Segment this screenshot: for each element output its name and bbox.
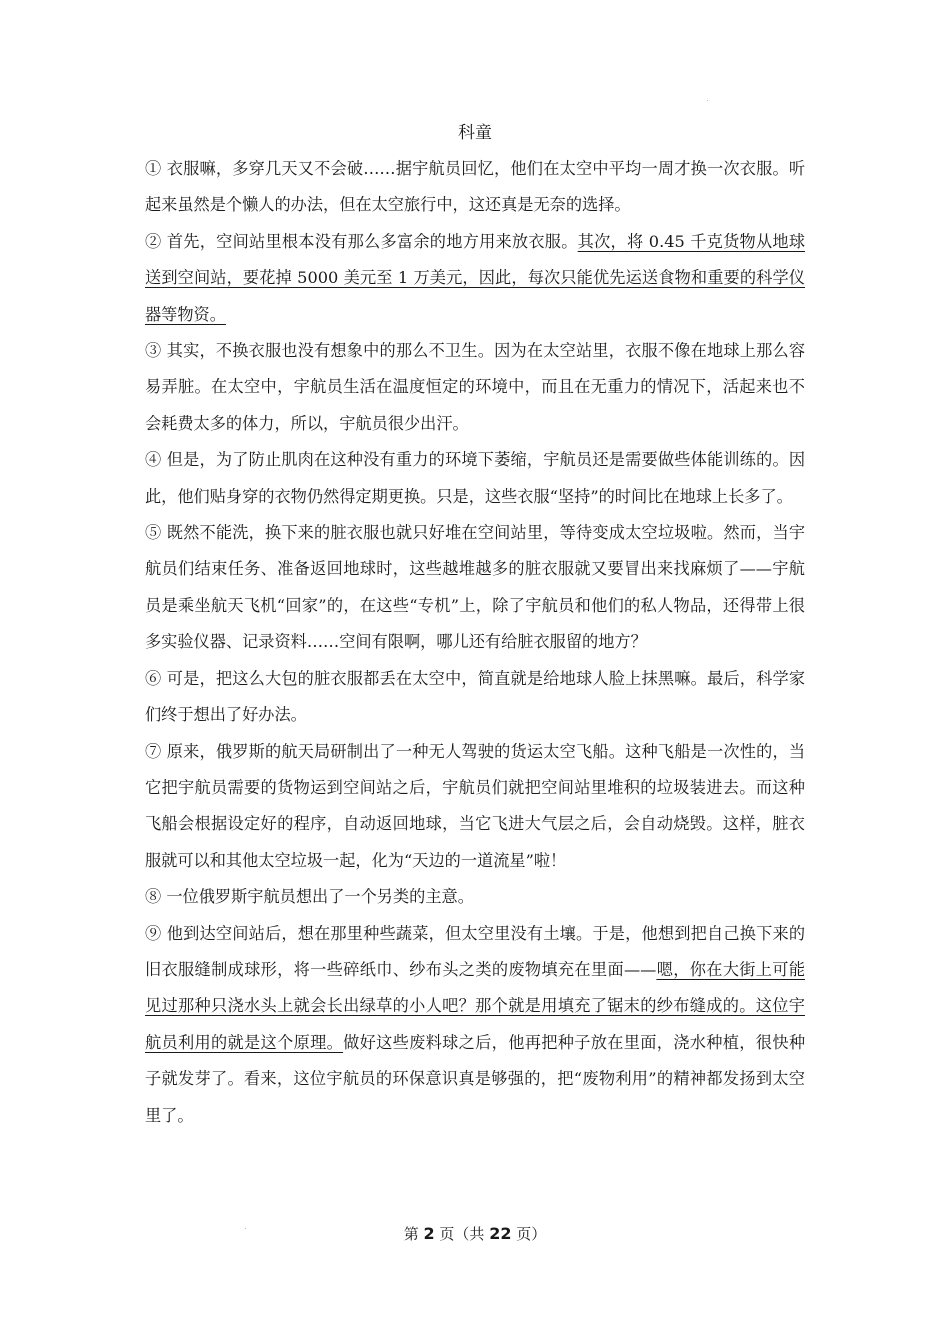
paragraph-number: ① [145, 159, 162, 178]
paragraph-text: 既然不能洗，换下来的脏衣服也就只好堆在空间站里，等待变成太空垃圾啦。然而，当宇航员们结束任务、准备返回地球时，这些越堆越多的脏衣服就又要冒出来找麻烦了——宇航员是乘坐航天飞机“回家”的，在这些“专机”上，除了宇航员和他们的私人物品，还得带上很多实验仪器、记录资料……空间有限啊，哪儿还有给脏衣服留的地方？ [145, 523, 806, 652]
footer-total-pages: 22 [489, 1224, 512, 1243]
paragraph [145, 734, 805, 880]
paragraph [145, 661, 805, 734]
page-title: 科童 [458, 123, 492, 143]
article-body [145, 151, 805, 1134]
paragraph [145, 442, 805, 515]
footer-prefix: 第 [403, 1225, 419, 1243]
paragraph-number: ⑨ [145, 923, 162, 943]
paragraph [145, 151, 805, 224]
paragraph-number: ⑧ [145, 887, 162, 907]
paragraph-number: ③ [145, 341, 162, 361]
paragraph-number: ④ [145, 450, 162, 470]
paragraph-number: ② [145, 231, 162, 251]
paragraph-number: ⑤ [145, 523, 162, 543]
underlined-text: 嗯，你在大街上可能见过那种只浇水头上就会长出绿草的小人吧？那个就是用填充了锯末的纱布缝成的。这位宇航员利用的就是这个原理。 [145, 959, 806, 1052]
paragraph-text: 原来，俄罗斯的航天局研制出了一种无人驾驶的货运太空飞船。这种飞船是一次性的，当它把宇航员需要的货物运到空间站之后，宇航员们就把空间站里堆积的垃圾装进去。而这种飞船会根据设定好的程序，自动返回地球，当它飞进大气层之后，会自动烧毁。这样，脏衣服就可以和其他太空垃圾一起，化为“天边的一道流星”啦！ [145, 741, 806, 870]
paragraph [145, 333, 805, 442]
footer-suffix: 页） [516, 1225, 547, 1243]
footer-middle: 页（共 [439, 1225, 485, 1243]
paragraph [145, 879, 805, 915]
paragraph-text: 做好这些废料球之后，他再把种子放在里面，浇水种植，很快种子就发芽了。看来，这位宇航员的环保意识真是够强的，把“废物利用”的精神都发扬到太空里了。 [145, 1032, 806, 1125]
paragraph-text: 一位俄罗斯宇航员想出了一个另类的主意。 [166, 887, 474, 907]
paragraph-number: ⑥ [145, 668, 162, 688]
page-footer [0, 1222, 950, 1246]
paragraph-number: ⑦ [145, 741, 162, 761]
paragraph-text: 他到达空间站后，想在那里种些蔬菜，但太空里没有土壤。于是，他想到把自己换下来的旧衣服缝制成球形，将一些碎纸巾、纱布头之类的废物填充在里面—— [145, 923, 806, 979]
footer-page-number: 2 [423, 1224, 435, 1243]
paragraph-text: 但是，为了防止肌肉在这种没有重力的环境下萎缩，宇航员还是需要做些体能训练的。因此，他们贴身穿的衣物仍然得定期更换。只是，这些衣服“坚持”的时间比在地球上长多了。 [145, 450, 806, 506]
underlined-text: 其次，将 0.45 千克货物从地球送到空间站，要花掉 5000 美元至 1 万美元，因此，每次只能优先运送食物和重要的科学仪器等物资。 [145, 231, 806, 324]
paragraph [145, 515, 805, 661]
scan-mark [707, 100, 708, 101]
paragraph [145, 916, 805, 1134]
paragraph [145, 224, 805, 333]
paragraph-text: 其实，不换衣服也没有想象中的那么不卫生。因为在太空站里，衣服不像在地球上那么容易弄脏。在太空中，宇航员生活在温度恒定的环境中，而且在无重力的情况下，活起来也不会耗费太多的体力，所以，宇航员很少出汗。 [145, 341, 806, 433]
paragraph-text: 可是，把这么大包的脏衣服都丢在太空中，简直就是给地球人脸上抹黑嘛。最后，科学家们终于想出了好办法。 [145, 668, 806, 725]
paragraph-text: 首先，空间站里根本没有那么多富余的地方用来放衣服。 [166, 231, 578, 251]
paragraph-text: 衣服嘛，多穿几天又不会破……据宇航员回忆，他们在太空中平均一周才换一次衣服。听起来虽然是个懒人的办法，但在太空旅行中，这还真是无奈的选择。 [145, 159, 806, 215]
